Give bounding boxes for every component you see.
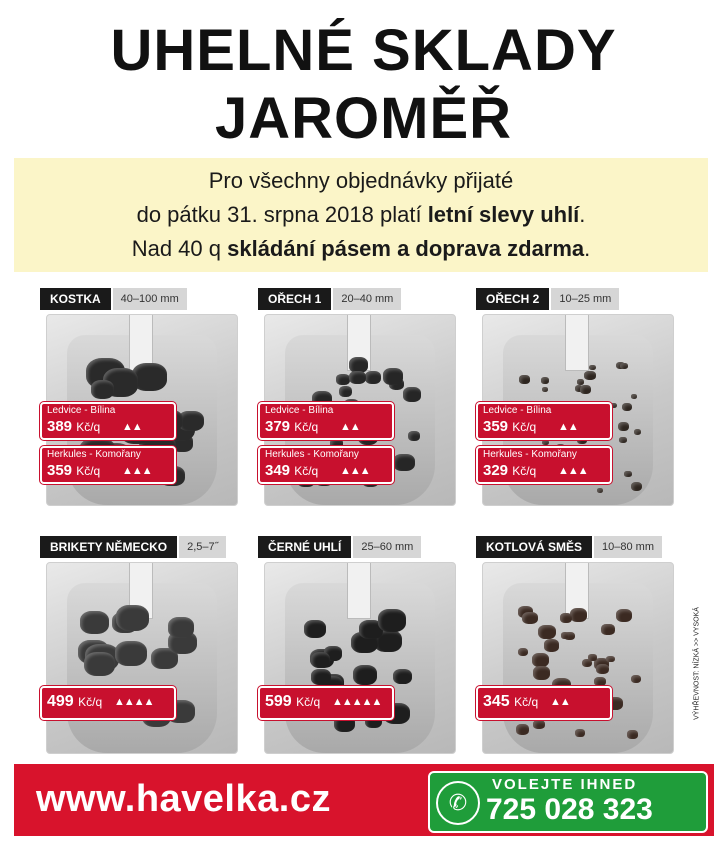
coal-piece bbox=[619, 437, 626, 443]
price-value bbox=[47, 461, 100, 481]
coal-source: Herkules - Komořany bbox=[47, 449, 141, 460]
price-tag bbox=[258, 686, 394, 720]
product-name: ČERNÉ UHLÍ bbox=[258, 536, 351, 558]
coal-piece bbox=[84, 652, 115, 677]
product-size: 40–100 mm bbox=[111, 288, 187, 310]
flame-icon: ▲▲ bbox=[550, 696, 570, 708]
product-label bbox=[40, 536, 226, 558]
coal-source: Ledvice - Bílina bbox=[265, 405, 334, 416]
coal-piece bbox=[541, 377, 549, 384]
product-name: KOSTKA bbox=[40, 288, 111, 310]
price-tag bbox=[476, 446, 612, 484]
coal-piece bbox=[80, 611, 109, 634]
coal-piece bbox=[622, 403, 632, 411]
coal-piece bbox=[353, 665, 377, 685]
price-unit: Kč/q bbox=[294, 464, 319, 478]
coal-piece bbox=[532, 653, 549, 667]
coal-piece bbox=[580, 385, 591, 394]
phone-number[interactable]: 725 028 323 bbox=[486, 793, 653, 826]
product-card bbox=[258, 536, 458, 756]
price-value bbox=[483, 417, 536, 437]
coal-source: Herkules - Komořany bbox=[265, 449, 359, 460]
product-label bbox=[476, 536, 662, 558]
coal-source: Ledvice - Bílina bbox=[47, 405, 116, 416]
flame-icon: ▲▲▲▲▲ bbox=[332, 696, 382, 708]
price-tag bbox=[40, 686, 176, 720]
price-unit: Kč/q bbox=[76, 464, 101, 478]
product-label bbox=[258, 288, 401, 310]
promo-line-3 bbox=[14, 232, 708, 266]
price-value bbox=[47, 417, 100, 437]
coal-piece bbox=[589, 365, 596, 371]
promo-box bbox=[14, 158, 708, 272]
coal-piece bbox=[624, 471, 631, 477]
price-value bbox=[265, 417, 318, 437]
price-unit: Kč/q bbox=[294, 420, 319, 434]
price-value bbox=[265, 692, 320, 712]
product-size: 2,5–7˝ bbox=[177, 536, 226, 558]
price-unit: Kč/q bbox=[512, 420, 537, 434]
coal-piece bbox=[383, 368, 403, 384]
footer-banner bbox=[14, 764, 714, 836]
coal-piece bbox=[594, 677, 605, 686]
price-number: 349 bbox=[265, 462, 291, 479]
price-number: 379 bbox=[265, 418, 291, 435]
product-size: 10–80 mm bbox=[592, 536, 662, 558]
coal-piece bbox=[403, 387, 421, 402]
coal-piece bbox=[584, 371, 595, 380]
coal-piece bbox=[601, 624, 614, 635]
coal-piece bbox=[393, 669, 412, 684]
coal-piece bbox=[588, 654, 597, 661]
price-unit: Kč/q bbox=[512, 464, 537, 478]
product-size: 25–60 mm bbox=[351, 536, 421, 558]
coal-piece bbox=[365, 371, 381, 384]
coal-piece bbox=[560, 613, 572, 623]
coal-piece bbox=[304, 620, 326, 638]
coal-piece bbox=[570, 608, 588, 622]
product-name: OŘECH 1 bbox=[258, 288, 331, 310]
promo-line-3-end: . bbox=[584, 236, 591, 261]
flame-icon: ▲▲ bbox=[122, 421, 142, 433]
coal-piece bbox=[116, 605, 149, 631]
promo-line-2-end: . bbox=[579, 202, 586, 227]
legend-text: VÝHŘEVNOST: NÍZKÁ >> VYSOKÁ bbox=[693, 607, 701, 720]
price-tag bbox=[258, 402, 394, 440]
coal-piece bbox=[596, 664, 609, 674]
coal-piece bbox=[518, 648, 528, 656]
coal-piece bbox=[620, 363, 627, 369]
coal-piece bbox=[311, 669, 331, 685]
heat-value-legend bbox=[682, 560, 712, 770]
website-link[interactable]: www.havelka.cz bbox=[36, 778, 331, 820]
coal-piece bbox=[542, 387, 548, 392]
coal-piece bbox=[519, 375, 530, 383]
coal-piece bbox=[336, 374, 350, 385]
price-tag bbox=[476, 686, 612, 720]
product-label bbox=[258, 536, 421, 558]
flame-icon: ▲▲▲▲ bbox=[114, 696, 154, 708]
flame-icon: ▲▲ bbox=[340, 421, 360, 433]
coal-source: Ledvice - Bílina bbox=[483, 405, 552, 416]
coal-piece bbox=[349, 371, 366, 384]
headline-line-2: JAROMĚŘ bbox=[214, 86, 513, 151]
product-size: 10–25 mm bbox=[549, 288, 619, 310]
price-value bbox=[483, 461, 536, 481]
coal-piece bbox=[378, 609, 406, 631]
price-value bbox=[265, 461, 318, 481]
coal-piece bbox=[516, 724, 529, 735]
coal-piece bbox=[533, 720, 544, 729]
coal-piece bbox=[311, 652, 331, 668]
product-card bbox=[476, 536, 676, 756]
coal-piece bbox=[393, 454, 415, 471]
product-label bbox=[40, 288, 187, 310]
flame-icon: ▲▲▲ bbox=[122, 465, 152, 477]
coal-piece bbox=[631, 482, 643, 491]
price-number: 329 bbox=[483, 462, 509, 479]
coal-piece bbox=[91, 380, 115, 399]
flame-icon: ▲▲▲ bbox=[340, 465, 370, 477]
promo-line-2 bbox=[14, 198, 708, 232]
price-number: 499 bbox=[47, 693, 74, 710]
promo-line-3-text: Nad 40 q bbox=[131, 236, 228, 261]
promo-line-2-text: do pátku 31. srpna 2018 platí bbox=[136, 202, 428, 227]
promo-line-2-bold: letní slevy uhlí bbox=[427, 202, 580, 227]
product-card bbox=[258, 288, 458, 508]
call-now-label: VOLEJTE IHNED bbox=[492, 776, 638, 793]
phone-icon: ✆ bbox=[436, 781, 480, 825]
price-unit: Kč/q bbox=[296, 695, 321, 709]
coal-piece bbox=[168, 617, 194, 638]
promo-line-1: Pro všechny objednávky přijaté bbox=[208, 168, 514, 193]
price-tag bbox=[258, 446, 394, 484]
product-name: KOTLOVÁ SMĚS bbox=[476, 536, 592, 558]
product-name: OŘECH 2 bbox=[476, 288, 549, 310]
coal-piece bbox=[606, 656, 614, 663]
product-label bbox=[476, 288, 619, 310]
coal-piece bbox=[631, 675, 641, 683]
shovel-handle bbox=[565, 314, 589, 371]
coal-piece bbox=[538, 625, 556, 639]
coal-piece bbox=[533, 666, 550, 680]
coal-piece bbox=[631, 394, 637, 399]
price-tag bbox=[40, 446, 176, 484]
price-number: 389 bbox=[47, 418, 73, 435]
price-number: 359 bbox=[483, 418, 509, 435]
coal-piece bbox=[627, 730, 638, 739]
coal-piece bbox=[522, 612, 537, 624]
coal-piece bbox=[408, 431, 420, 441]
price-number: 359 bbox=[47, 462, 73, 479]
coal-piece bbox=[616, 609, 632, 622]
product-photo bbox=[46, 562, 238, 754]
coal-piece bbox=[115, 641, 147, 666]
price-value bbox=[47, 692, 102, 712]
price-number: 345 bbox=[483, 693, 510, 710]
product-card bbox=[476, 288, 676, 508]
flame-icon: ▲▲▲ bbox=[558, 465, 588, 477]
price-tag bbox=[476, 402, 612, 440]
coal-piece bbox=[544, 639, 559, 651]
product-card bbox=[40, 536, 240, 756]
product-photo bbox=[482, 562, 674, 754]
product-card bbox=[40, 288, 240, 508]
price-value bbox=[483, 692, 538, 712]
coal-piece bbox=[575, 729, 585, 737]
headline-line-1: UHELNÉ SKLADY bbox=[110, 18, 617, 83]
phone-box[interactable] bbox=[428, 771, 708, 833]
coal-source: Herkules - Komořany bbox=[483, 449, 577, 460]
coal-piece bbox=[618, 422, 629, 431]
price-number: 599 bbox=[265, 693, 292, 710]
price-tag bbox=[40, 402, 176, 440]
coal-piece bbox=[561, 632, 569, 639]
product-photo bbox=[264, 562, 456, 754]
promo-line-3-bold: skládání pásem a doprava zdarma bbox=[227, 236, 585, 261]
coal-piece bbox=[597, 488, 604, 493]
price-unit: Kč/q bbox=[514, 695, 539, 709]
product-name: BRIKETY NĚMECKO bbox=[40, 536, 177, 558]
product-size: 20–40 mm bbox=[331, 288, 401, 310]
shovel-handle bbox=[347, 562, 371, 619]
coal-piece bbox=[339, 386, 353, 397]
flame-icon: ▲▲ bbox=[558, 421, 578, 433]
price-unit: Kč/q bbox=[76, 420, 101, 434]
price-unit: Kč/q bbox=[78, 695, 103, 709]
